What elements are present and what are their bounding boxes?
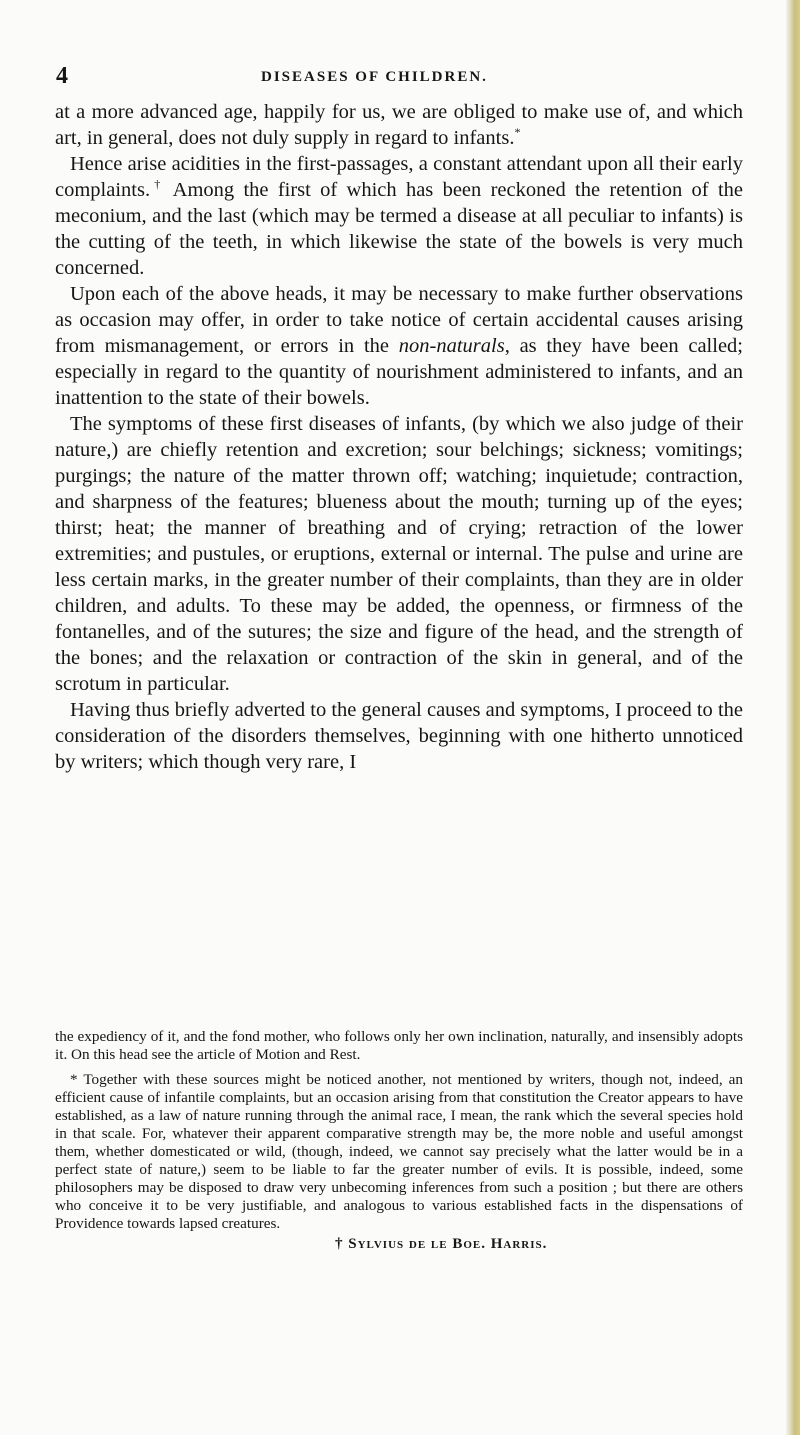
paragraph-3-text-a: Upon each of the above heads, it may be necessary to make further observations as occasion may offer, in order to take notice of certain accidental causes arising from mismanagement, or errors in the bbox=[55, 283, 743, 357]
footnote-asterisk-text: Together with these sources might be noticed another, not mentioned by writers, though not, indeed, an efficient cause of infantile complaints, but an occasion arising from that constitution the Creator appears to have established, as a law of nature running through the animal race, I mean, the rank which the several species hold in that scale. For, whatever their apparent comparative strength may be, the more noble and useful amongst them, whether domesticated or wild, (though, indeed, we cannot say precisely what the latter would be in a perfect state of nature,) seem to be liable to far the greater number of evils. It is possible, indeed, some philosophers may be disposed to draw very unbecoming inferences from such a position ; but there are others who conceive it to be very justifiable, and analogous to various established facts in the dispensations of Providence towards lapsed creatures. bbox=[55, 1071, 743, 1232]
running-title: DISEASES OF CHILDREN. bbox=[261, 69, 488, 85]
footnote-asterisk bbox=[55, 1071, 743, 1233]
footnotes bbox=[55, 1028, 743, 1253]
paragraph-3 bbox=[55, 281, 743, 411]
paragraph-1-text: at a more advanced age, happily for us, we are obliged to make use of, and which art, in general, does not duly supply in regard to infants. bbox=[55, 101, 743, 149]
paragraph-3-text-b: , as they have been called; especially in regard to the quantity of nourishment administered to infants, and an inattention to the state of their bowels. bbox=[55, 335, 743, 409]
paragraph-2-text-a: Hence arise acidities in the first-passages, a constant attendant upon all their early complaints. bbox=[55, 153, 743, 201]
paragraph-1 bbox=[55, 99, 743, 151]
footnote-ref-asterisk: * bbox=[514, 125, 521, 140]
main-text bbox=[55, 99, 743, 775]
running-head bbox=[56, 64, 756, 94]
footnote-dagger bbox=[55, 1235, 743, 1253]
paragraph-5: Having thus briefly adverted to the general causes and symptoms, I proceed to the consideration of the disorders themselves, beginning with one hitherto unnoticed by writers; which though very rare, I bbox=[55, 699, 743, 773]
footnote-asterisk-marker: * bbox=[70, 1071, 78, 1088]
paragraph-2 bbox=[55, 151, 743, 281]
footnote-continuation: the expediency of it, and the fond mother, who follows only her own inclination, naturally, and insensibly adopts it. On this head see the article of Motion and Rest. bbox=[55, 1028, 743, 1063]
footnote-ref-dagger: † bbox=[150, 177, 165, 192]
page-edge bbox=[786, 0, 800, 1435]
footnote-dagger-attribution: Sylvius de le Boe. Harris. bbox=[343, 1236, 548, 1252]
paragraph-4: The symptoms of these first diseases of infants, (by which we also judge of their nature,) are chiefly retention and excretion; sour belchings; sickness; vomitings; purgings; the nature of the matter thrown off; watching; inquietude; contraction, and sharpness of the features; blueness about the mouth; turning up of the eyes; thirst; heat; the manner of breathing and of crying; retraction of the lower extremities; and pustules, or eruptions, external or internal. The pulse and urine are less certain marks, in the greater number of their complaints, than they are in older children, and adults. To these may be added, the openness, or firmness of the fontanelles, and of the sutures; the size and figure of the head, and the strength of the bones; and the relaxation or contraction of the skin in general, and of the scrotum in particular. bbox=[55, 413, 743, 695]
paragraph-3-italic: non-naturals bbox=[398, 335, 505, 357]
footnote-dagger-marker: † bbox=[335, 1236, 344, 1252]
page-number: 4 bbox=[56, 63, 68, 89]
paragraph-2-text-b: Among the first of which has been reckoned the retention of the meconium, and the last (which may be termed a disease at all peculiar to infants) is the cutting of the teeth, in which likewise the state of the bowels is very much concerned. bbox=[55, 179, 743, 279]
